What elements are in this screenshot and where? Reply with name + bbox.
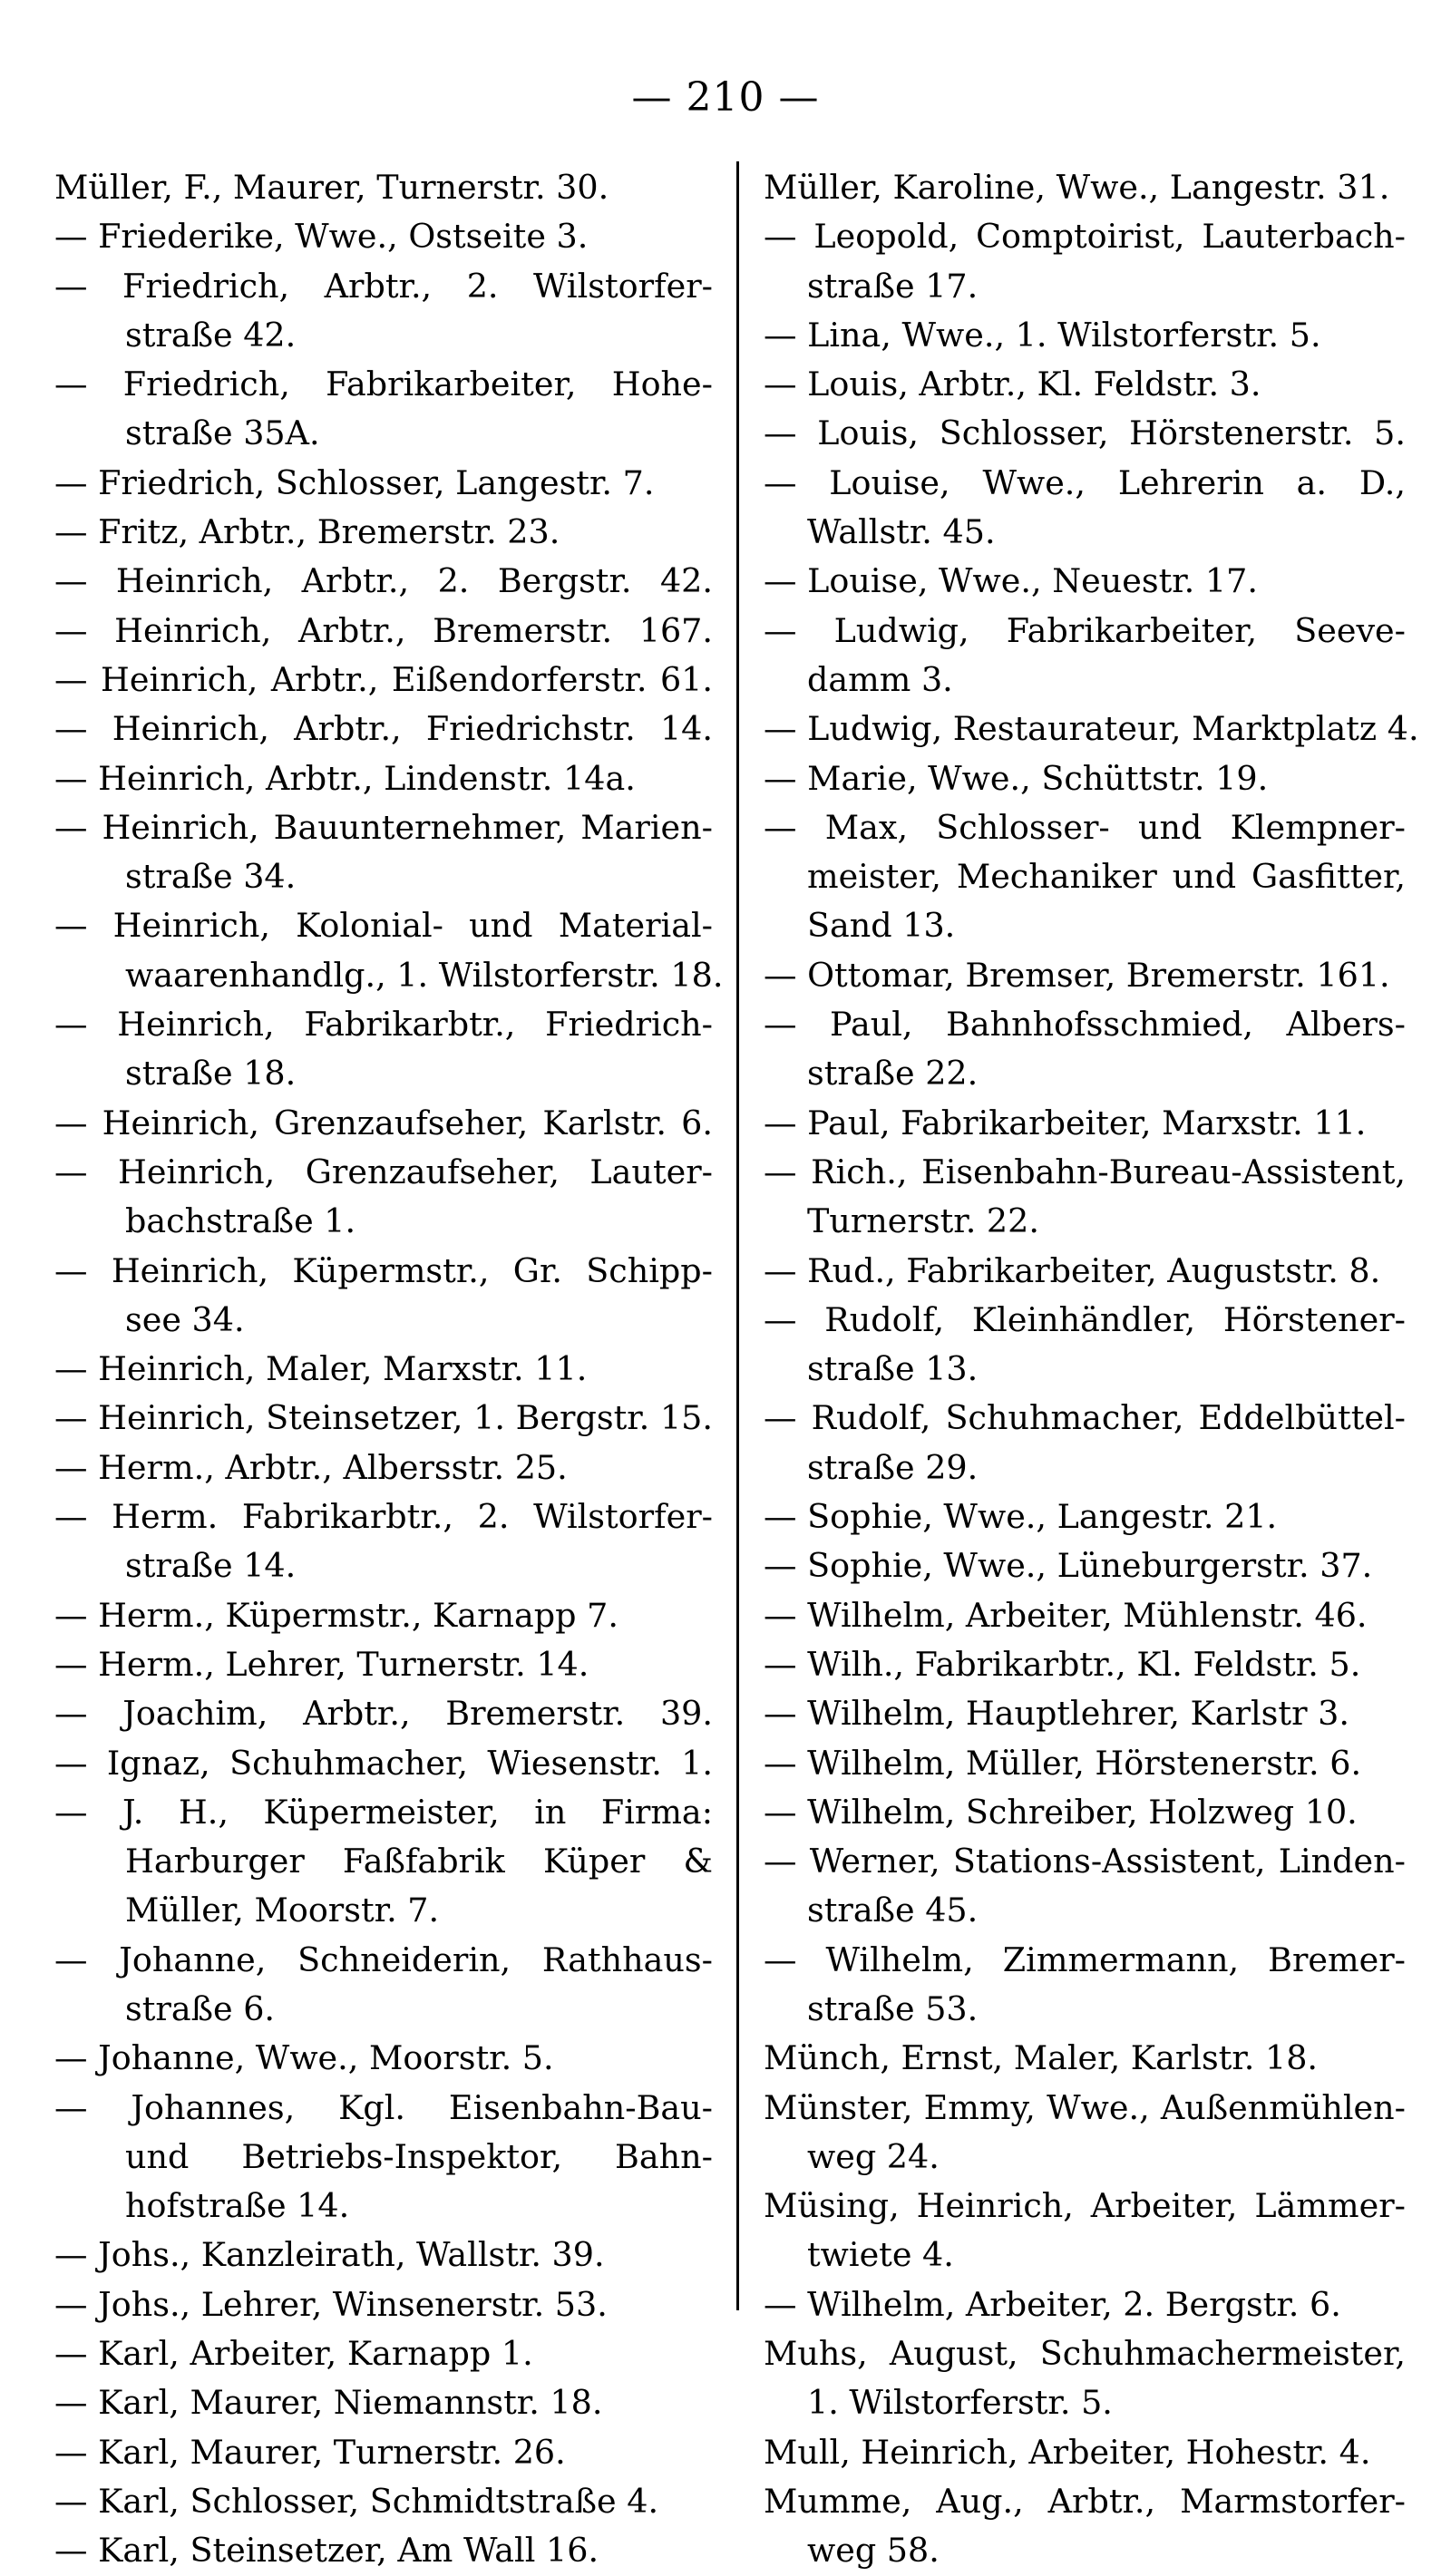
directory-line: — Herm., Lehrer, Turnerstr. 14. (54, 1644, 589, 1684)
directory-line: waarenhandlg., 1. Wilstorferstr. 18. (125, 955, 724, 995)
directory-line: — Heinrich, Fabrikarbtr., Friedrich- (54, 1005, 713, 1045)
directory-line: — Johanne, Wwe., Moorstr. 5. (54, 2038, 554, 2078)
directory-line: — Heinrich, Grenzaufseher, Karlstr. 6. (54, 1103, 713, 1142)
directory-line: — Rudolf, Kleinhändler, Hörstener- (764, 1299, 1406, 1339)
directory-line: — Ludwig, Restaurateur, Marktplatz 4. (764, 709, 1419, 749)
directory-line: — Heinrich, Bauunternehmer, Marien- (54, 807, 713, 847)
directory-line: straße 17. (807, 266, 979, 306)
directory-line: — Fritz, Arbtr., Bremerstr. 23. (54, 512, 560, 552)
directory-line: bachstraße 1. (125, 1201, 356, 1241)
directory-line: — Heinrich, Arbtr., Friedrichstr. 14. (54, 709, 713, 749)
directory-line: — Wilh., Fabrikarbtr., Kl. Feldstr. 5. (764, 1644, 1361, 1684)
directory-line: — Karl, Maurer, Niemannstr. 18. (54, 2383, 603, 2423)
directory-line: — Friedrich, Schlosser, Langestr. 7. (54, 462, 655, 502)
directory-line: — Ludwig, Fabrikarbeiter, Seeve- (764, 610, 1406, 650)
directory-line: — Sophie, Wwe., Lüneburgerstr. 37. (764, 1546, 1373, 1586)
directory-line: straße 13. (807, 1349, 979, 1389)
directory-line: Muhs, August, Schuhmachermeister, (764, 2334, 1406, 2374)
directory-line: straße 29. (807, 1447, 979, 1487)
directory-line: — Friedrich, Arbtr., 2. Wilstorfer- (54, 266, 713, 306)
directory-line: straße 34. (125, 857, 297, 897)
directory-line: Müller, F., Maurer, Turnerstr. 30. (54, 168, 609, 207)
directory-line: — Sophie, Wwe., Langestr. 21. (764, 1497, 1278, 1537)
directory-line: — Johs., Kanzleirath, Wallstr. 39. (54, 2235, 605, 2275)
directory-line: — Werner, Stations-Assistent, Linden- (764, 1842, 1406, 1881)
directory-line: straße 22. (807, 1054, 979, 1094)
directory-line: see 34. (125, 1299, 245, 1339)
directory-line: Sand 13. (807, 906, 956, 946)
directory-line: — Friederike, Wwe., Ostseite 3. (54, 217, 589, 257)
directory-line: — Louise, Wwe., Neuestr. 17. (764, 561, 1258, 601)
directory-line: — Rich., Eisenbahn-Bureau-Assistent, (764, 1152, 1406, 1191)
directory-line: — Louise, Wwe., Lehrerin a. D., (764, 462, 1406, 502)
directory-line: — Rud., Fabrikarbeiter, Auguststr. 8. (764, 1250, 1381, 1290)
directory-line: straße 45. (807, 1891, 979, 1930)
directory-line: Turnerstr. 22. (807, 1201, 1039, 1241)
directory-line: — Heinrich, Kolonial- und Material- (54, 906, 713, 946)
directory-line: — Rudolf, Schuhmacher, Eddelbüttel- (764, 1398, 1406, 1438)
directory-line: — Herm., Küpermstr., Karnapp 7. (54, 1595, 618, 1635)
directory-line: — Louis, Schlosser, Hörstenerstr. 5. (764, 413, 1406, 453)
directory-line: — Paul, Fabrikarbeiter, Marxstr. 11. (764, 1103, 1367, 1142)
directory-line: weg 58. (807, 2531, 940, 2571)
directory-line: — Karl, Arbeiter, Karnapp 1. (54, 2334, 533, 2374)
directory-line: Mull, Heinrich, Arbeiter, Hohestr. 4. (764, 2432, 1371, 2472)
directory-line: Mumme, Aug., Arbtr., Marmstorfer- (764, 2481, 1406, 2521)
directory-line: — Wilhelm, Schreiber, Holzweg 10. (764, 1792, 1358, 1832)
directory-line: — Leopold, Comptoirist, Lauterbach- (764, 217, 1406, 257)
directory-line: — Herm. Fabrikarbtr., 2. Wilstorfer- (54, 1497, 713, 1537)
directory-line: — Johannes, Kgl. Eisenbahn-Bau- (54, 2087, 713, 2127)
directory-line: Münster, Emmy, Wwe., Außenmühlen- (764, 2087, 1406, 2127)
directory-line: — Heinrich, Arbtr., Bremerstr. 167. (54, 610, 713, 650)
directory-line: — Karl, Steinsetzer, Am Wall 16. (54, 2531, 599, 2571)
directory-line: und Betriebs-Inspektor, Bahn- (125, 2136, 713, 2176)
directory-line: straße 42. (125, 315, 297, 355)
directory-line: — Johs., Lehrer, Winsenerstr. 53. (54, 2284, 608, 2324)
directory-line: straße 14. (125, 1546, 297, 1586)
directory-line: — Herm., Arbtr., Albersstr. 25. (54, 1447, 568, 1487)
directory-line: Müsing, Heinrich, Arbeiter, Lämmer- (764, 2186, 1406, 2226)
page-number: — 210 — (631, 74, 820, 121)
directory-line: — Heinrich, Arbtr., Eißendorferstr. 61. (54, 659, 713, 699)
directory-line: damm 3. (807, 659, 953, 699)
directory-line: — Max, Schlosser- und Klempner- (764, 807, 1406, 847)
directory-line: — Heinrich, Küpermstr., Gr. Schipp- (54, 1250, 713, 1290)
directory-line: Müller, Moorstr. 7. (125, 1891, 440, 1930)
directory-line: — Ignaz, Schuhmacher, Wiesenstr. 1. (54, 1743, 713, 1783)
directory-line: — Heinrich, Maler, Marxstr. 11. (54, 1349, 588, 1389)
directory-line: Münch, Ernst, Maler, Karlstr. 18. (764, 2038, 1319, 2078)
directory-line: straße 6. (125, 1988, 276, 2028)
directory-line: — Louis, Arbtr., Kl. Feldstr. 3. (764, 365, 1261, 404)
directory-line: — Heinrich, Arbtr., Lindenstr. 14a. (54, 758, 636, 798)
directory-line: — Paul, Bahnhofsschmied, Albers- (764, 1005, 1406, 1045)
directory-line: — Ottomar, Bremser, Bremerstr. 161. (764, 955, 1390, 995)
directory-line: Wallstr. 45. (807, 512, 996, 552)
directory-line: — Wilhelm, Arbeiter, Mühlenstr. 46. (764, 1595, 1368, 1635)
directory-line: — Wilhelm, Müller, Hörstenerstr. 6. (764, 1743, 1362, 1783)
directory-line: straße 53. (807, 1988, 979, 2028)
directory-line: — Joachim, Arbtr., Bremerstr. 39. (54, 1694, 713, 1734)
directory-line: — Heinrich, Arbtr., 2. Bergstr. 42. (54, 561, 713, 601)
right-column (764, 163, 1419, 2576)
directory-line: straße 18. (125, 1054, 297, 1094)
directory-line: — Marie, Wwe., Schüttstr. 19. (764, 758, 1269, 798)
directory-line: straße 35A. (125, 413, 320, 453)
directory-line: — Friedrich, Fabrikarbeiter, Hohe- (54, 365, 713, 404)
left-column (54, 163, 724, 2576)
directory-line: hofstraße 14. (125, 2186, 350, 2226)
directory-line: — Johanne, Schneiderin, Rathhaus- (54, 1939, 713, 1979)
directory-line: twiete 4. (807, 2235, 954, 2275)
directory-line: meister, Mechaniker und Gasfitter, (807, 857, 1406, 897)
directory-line: — Wilhelm, Arbeiter, 2. Bergstr. 6. (764, 2284, 1341, 2324)
directory-line: — Wilhelm, Hauptlehrer, Karlstr 3. (764, 1694, 1349, 1734)
directory-line: — Wilhelm, Zimmermann, Bremer- (764, 1939, 1406, 1979)
directory-line: — Karl, Schlosser, Schmidtstraße 4. (54, 2481, 659, 2521)
directory-line: — Lina, Wwe., 1. Wilstorferstr. 5. (764, 315, 1321, 355)
directory-line: 1. Wilstorferstr. 5. (807, 2383, 1113, 2423)
directory-line: weg 24. (807, 2136, 940, 2176)
directory-line: — Heinrich, Grenzaufseher, Lauter- (54, 1152, 713, 1191)
directory-line: Harburger Faßfabrik Küper & (125, 1842, 713, 1881)
directory-line: — Heinrich, Steinsetzer, 1. Bergstr. 15. (54, 1398, 713, 1438)
directory-line: — J. H., Küpermeister, in Firma: (54, 1792, 713, 1832)
column-divider (736, 161, 739, 2310)
directory-line: Müller, Karoline, Wwe., Langestr. 31. (764, 168, 1390, 207)
directory-line: — Karl, Maurer, Turnerstr. 26. (54, 2432, 566, 2472)
